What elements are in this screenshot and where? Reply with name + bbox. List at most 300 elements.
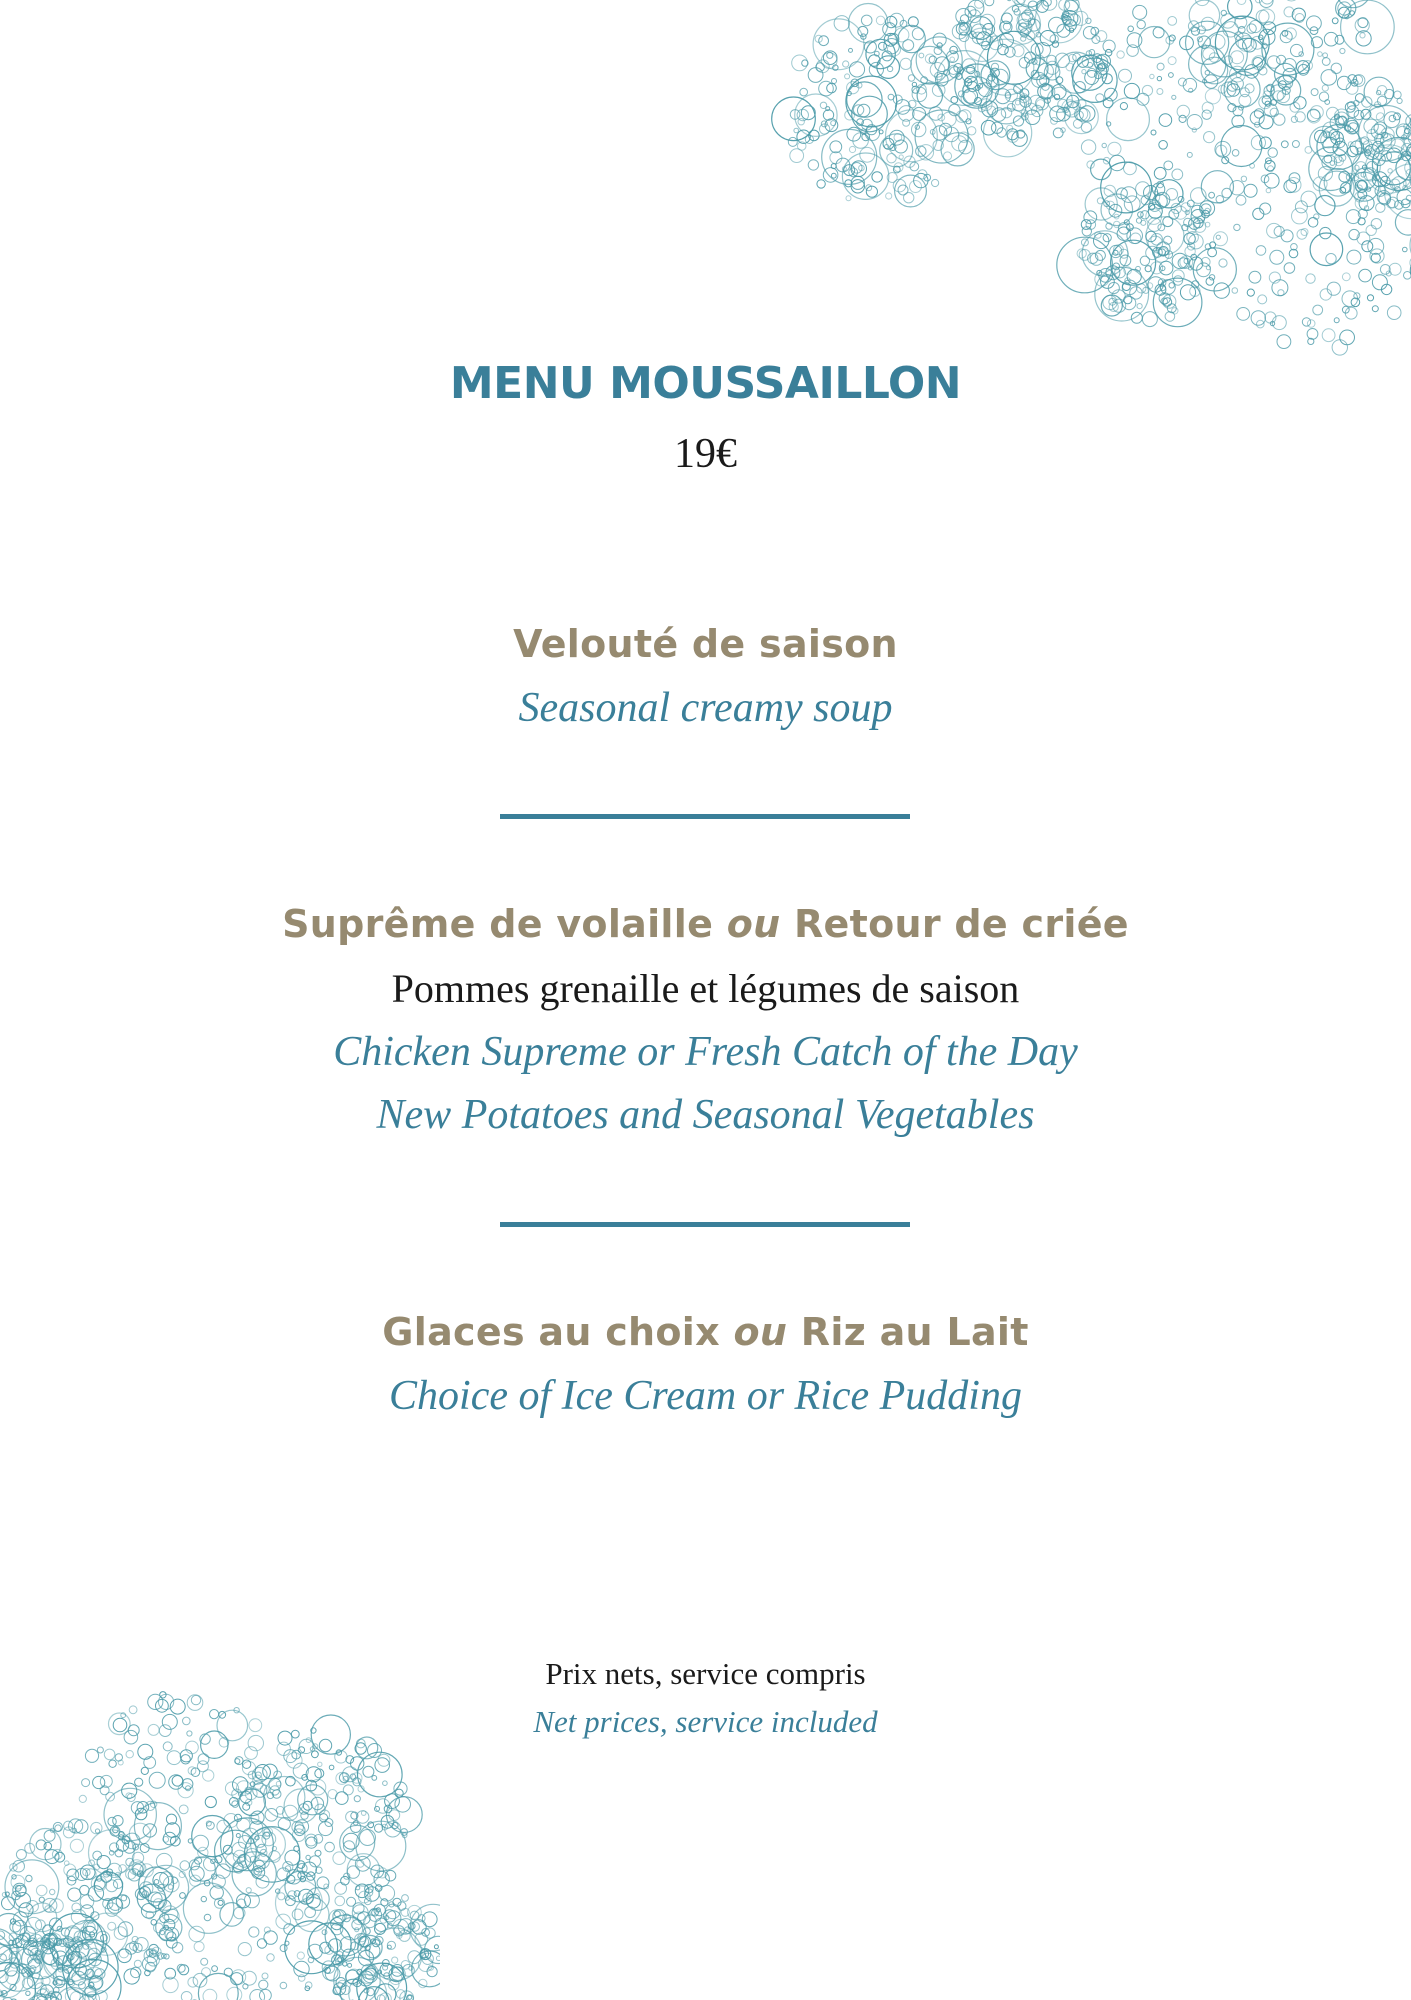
bubble [126,1943,137,1954]
bubble [997,128,1006,137]
bubble [900,58,911,69]
bubble [108,1922,116,1930]
bubble [363,1766,374,1777]
bubble [198,1754,209,1765]
bubble [1083,27,1095,39]
bubble [1258,295,1267,304]
bubble [1103,234,1111,242]
bubble [1120,103,1127,110]
bubble [1171,203,1181,213]
bubble [1103,98,1113,108]
bubble [1340,330,1355,345]
bubble [1256,246,1266,256]
dessert-option-1: Glaces au choix [382,1310,720,1354]
bubble [1072,55,1107,90]
bubble [1291,44,1303,56]
footer-fr: Prix nets, service compris [545,1656,866,1691]
bubble [1159,141,1168,150]
bubble [1040,30,1055,45]
bubble [1337,76,1350,89]
bubble [861,15,872,26]
main-en-line-1: Chicken Supreme or Fresh Catch of the Day [333,1029,1078,1075]
bubble [831,173,836,178]
bubble [912,122,926,136]
bubble [198,1973,238,2000]
bubble [1340,48,1345,53]
bubble [1342,273,1350,281]
bubble [1292,141,1299,148]
dessert-fr [0,1310,1411,1354]
bubble [1307,320,1315,328]
bubble [357,1811,369,1823]
bubble [1291,116,1297,122]
bubble [392,1957,398,1963]
bubble [119,1949,128,1958]
bubble [1159,114,1172,127]
bubble [181,1755,190,1764]
starter-fr: Velouté de saison [513,622,898,666]
menu-title: MENU MOUSSAILLON [449,358,962,409]
bubble [1172,95,1176,99]
bubble [203,1989,217,2000]
bubble [1310,106,1323,119]
bubble [287,1753,303,1769]
bubble [1359,269,1372,282]
bubble [910,181,922,193]
bubble [886,16,897,27]
bubble [401,1908,409,1916]
bubble [1052,85,1066,99]
bubble [1255,0,1261,3]
bubble [1321,70,1337,86]
bubble [1372,306,1378,312]
bubble [348,1963,352,1967]
bubble [70,1992,83,2000]
bubble [1232,150,1239,157]
main-fr [0,902,1411,946]
bubble [1201,171,1233,203]
bubble [832,79,837,84]
bubble [168,1885,173,1890]
bubble [1351,298,1360,307]
bubble [792,55,808,71]
bubble [1368,238,1384,254]
bubble [1249,271,1261,283]
bubble [97,1747,103,1753]
bubble [402,1895,409,1902]
bubble [1209,192,1215,198]
bubble [1130,233,1141,244]
bubble [106,1792,115,1801]
bubble [1150,74,1154,78]
bubble [1186,21,1229,64]
bubble [319,1739,331,1751]
bubble [1331,63,1341,73]
bubble [369,1928,422,1981]
bubble [372,1776,377,1781]
bubble [186,1786,191,1791]
bubble [1157,63,1164,70]
bubble [246,1888,251,1893]
bubble [1223,22,1238,37]
bubble [910,162,919,171]
bubble [434,1945,438,1949]
dessert-option-2: Riz au Lait [800,1310,1029,1354]
bubble [236,1834,240,1838]
bubble [950,57,955,62]
bubble [1108,142,1121,155]
bubble [843,61,849,67]
bubble [297,1952,304,1959]
bubble [16,1850,26,1860]
bubble [869,62,883,76]
bubble [1133,5,1147,19]
bubble [205,1796,216,1807]
bubble [95,1879,106,1890]
bubble [916,146,926,156]
bubble [317,1877,329,1889]
bubble [0,1963,24,1998]
bubble [912,28,924,40]
bubble [188,1767,196,1775]
bubble [1270,250,1284,264]
bubble [808,160,818,170]
bubble [1277,335,1291,349]
bubble [849,62,864,77]
bubble [250,1990,265,2000]
bubble [1081,140,1095,154]
bubble [238,1943,251,1956]
bubble [186,1741,199,1754]
bubble [800,88,808,96]
bubble [212,1966,218,1972]
bubble [298,1975,305,1982]
bubble [335,1883,347,1895]
bubble [1103,40,1115,52]
bubble [1308,218,1318,228]
bubble [1378,96,1387,105]
bubble [336,1772,348,1784]
bubble [1355,94,1364,103]
bubble [179,1805,188,1814]
bubble [798,119,804,125]
bubble [1322,329,1335,342]
bubble [1218,85,1226,93]
bubble [1082,70,1086,74]
bubble [72,1903,81,1912]
bubble [1095,267,1149,321]
bubble [85,1749,98,1762]
bubble [1185,246,1195,256]
bubble [858,26,868,36]
bubble [1274,114,1285,125]
bubble [1256,10,1269,23]
bubble [1284,263,1295,274]
bubble [1007,0,1011,1]
bubble [408,1995,412,1999]
bubble [1241,176,1246,181]
bubble [1239,94,1251,106]
bubble [1124,162,1137,175]
bubble [1169,283,1174,288]
bubble [1157,76,1161,80]
bubble [819,36,829,46]
bubble [329,1765,334,1770]
bubble [163,1742,172,1751]
bubble [79,1795,86,1802]
bubble [180,1893,186,1899]
bubble [1137,304,1142,309]
bubble [121,1895,127,1901]
bubble [817,180,825,188]
bubble [1326,254,1336,264]
divider-2 [500,1222,910,1227]
bubble [1168,57,1176,65]
bubble [218,1900,223,1905]
bubble [194,1942,204,1952]
bubble [888,94,894,100]
bubble [1049,17,1065,33]
bubble [312,1751,319,1758]
bubble [1283,59,1296,72]
bubble [827,83,837,93]
bubble [277,1742,290,1755]
bubble [1015,100,1020,105]
bubble [436,1956,440,1961]
bubble [1268,148,1277,157]
bubble [285,1871,316,1902]
bubble [1327,282,1340,295]
bubble [985,0,994,6]
bubble [1302,318,1310,326]
bubble [1244,184,1257,197]
bubble [886,193,892,199]
bubble [292,1909,303,1920]
bubble [306,1837,317,1848]
bubble [849,4,888,43]
bubble [1219,259,1227,267]
bubble [847,82,882,117]
bubble [1119,69,1132,82]
bubble [82,1779,90,1787]
bubble [114,1927,127,1940]
bubble [1116,188,1127,199]
bubble [126,1751,133,1758]
bubble [203,1770,214,1781]
bubble [179,1965,189,1975]
bubble [1307,16,1322,31]
bubble [846,196,851,201]
bubble [237,1818,250,1831]
bubble [1376,203,1385,212]
bubble [1313,305,1323,315]
bubble [1395,210,1411,235]
main-side-fr: Pommes grenaille et légumes de saison [391,966,1020,1011]
bubble [1234,224,1240,230]
bubble [1237,0,1246,5]
bubble [1322,85,1328,91]
bubble [1141,220,1146,225]
bubble [351,1822,361,1832]
bubble [280,1945,287,1952]
bubble [104,1749,115,1760]
bubble [285,1850,300,1865]
bubble [1251,311,1265,325]
bubble [154,1880,159,1885]
bubble [872,172,882,182]
bubble [1334,318,1339,323]
bubble [351,1757,364,1770]
bubble [315,1769,324,1778]
bubble [830,141,842,153]
bubble [113,1816,123,1826]
bubble [343,1767,358,1782]
bubble [1247,289,1254,296]
bubble [1324,32,1338,46]
bubble [1347,250,1361,264]
bubble [1388,169,1392,173]
bubble [335,1896,345,1906]
bubble [943,152,951,160]
bubble [1124,83,1139,98]
bubble [1136,182,1150,196]
bubble [1285,28,1296,39]
bubble [395,1797,411,1813]
bubble [267,1954,274,1961]
bubble [1096,94,1104,102]
bubble [280,1982,287,1989]
bubble [379,1885,395,1901]
bubble [306,1767,321,1782]
bubble [44,1842,52,1850]
bubble [201,1958,208,1965]
bubble [1159,261,1173,275]
bubble [1202,102,1213,113]
bubble [335,1751,347,1763]
bubble [343,1962,347,1966]
bubble [1261,0,1273,4]
bubble [163,1977,178,1992]
main-or: ou [726,902,781,946]
bubble [1397,189,1411,204]
bubble [916,37,962,83]
bubble [269,1778,281,1790]
bubble [93,1851,102,1860]
bubble [276,1914,291,1929]
bubble [135,1778,143,1786]
bubble [364,1928,371,1935]
bubble [1372,275,1387,290]
bubble [1266,188,1271,193]
bubble [141,1767,148,1774]
bubble [1164,161,1173,170]
bubble [886,110,938,162]
dessert-or: ou [733,1310,788,1354]
bubble [1311,89,1318,96]
bubble [1097,198,1103,204]
bubble [1142,85,1152,95]
bubble [70,1839,83,1852]
bubble [306,1855,310,1859]
bubble [1387,306,1401,320]
bubble [1131,312,1142,323]
bubble [215,1830,257,1872]
menu-price: 19€ [674,431,737,477]
bubble [1192,281,1199,288]
bubble [866,185,872,191]
bubble [1360,33,1365,38]
bubble [1117,51,1124,58]
bubble [929,107,942,120]
bubble [917,83,942,108]
bubble [1127,45,1139,57]
bubble [134,1960,141,1967]
bubble [343,1785,353,1795]
bubble [1319,171,1354,206]
bubble [1192,128,1196,132]
bubble [1272,280,1288,296]
bubble [1013,116,1023,126]
bubble [1403,247,1408,252]
bubble [1237,308,1250,321]
bubble [1359,196,1374,211]
bubble [182,1779,193,1790]
bubble [1301,229,1308,236]
bubble [237,1894,251,1908]
bubble [36,1885,47,1896]
bubble [1053,128,1063,138]
bubble [1245,65,1259,79]
bubble [189,1926,204,1941]
bubble [968,127,976,135]
bubble [1292,208,1308,224]
bubble [1187,152,1192,157]
bubble [1323,53,1328,58]
bubble [1081,122,1091,132]
bubble [845,74,850,79]
bubble [1332,340,1347,355]
bubble [149,1772,165,1788]
bubble [257,1939,266,1948]
bubble [1362,97,1372,107]
bubble [242,1971,256,1985]
bubble [1088,62,1093,67]
bubble [68,1888,81,1901]
bubble [919,53,924,58]
bubble [408,1951,421,1964]
bubble [1114,221,1120,227]
bubble [1301,191,1316,206]
bubble [1142,312,1157,327]
bubble [1178,78,1186,86]
bubble [107,1898,122,1913]
bubble [1232,288,1238,294]
bubble [1385,89,1394,98]
bubble [1151,130,1156,135]
divider-1 [500,814,910,819]
bubble [26,1991,30,1995]
main-option-1: Suprême de volaille [282,902,714,946]
bubble [1139,26,1170,57]
bubble [887,66,892,71]
bubble [335,1911,341,1917]
bubble [1210,34,1225,49]
bubble [1204,132,1215,143]
bubble [1278,290,1284,296]
bubble [167,1751,181,1765]
bubble [227,1987,242,2000]
bubble [122,1783,137,1798]
